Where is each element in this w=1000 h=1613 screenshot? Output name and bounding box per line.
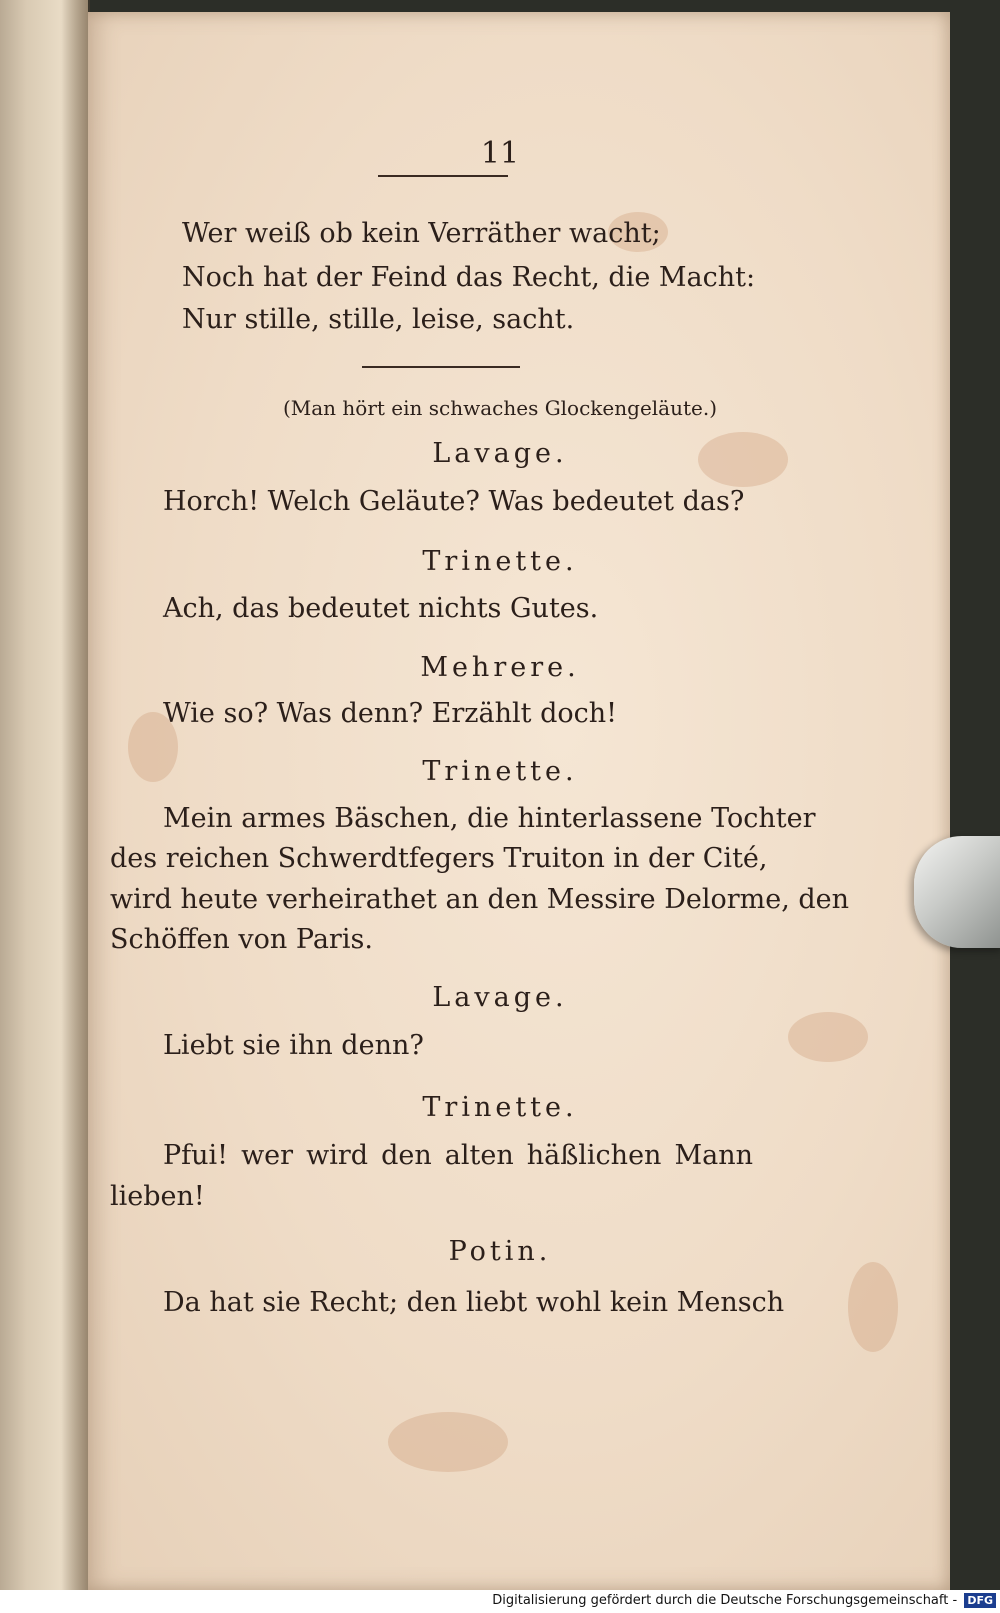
paper-stain [788, 1012, 868, 1062]
dialogue-line: Da hat sie Recht; den liebt wohl kein Mensch [163, 1287, 785, 1318]
verse-line: Noch hat der Feind das Recht, die Macht: [182, 262, 756, 293]
paper-stain [388, 1412, 508, 1472]
page-number: 11 [480, 136, 520, 171]
dialogue-line: Ach, das bedeutet nichts Gutes. [163, 593, 599, 624]
book-gutter [60, 0, 90, 1590]
dialogue-line: Wie so? Was denn? Erzählt doch! [163, 698, 617, 729]
speaker-name: Trinette. [422, 1092, 578, 1123]
dialogue-line: Liebt sie ihn denn? [163, 1030, 424, 1061]
verse-line: Wer weiß ob kein Verräther wacht; [182, 218, 661, 249]
dfg-logo: DFG [964, 1593, 996, 1608]
dialogue-line: wird heute verheirathet an den Messire Delorme, den [110, 884, 850, 915]
dialogue-line: Mein armes Bäschen, die hinterlassene Tochter [163, 803, 816, 834]
speaker-name: Lavage. [432, 438, 568, 469]
paper-stain [848, 1262, 898, 1352]
section-rule [362, 366, 520, 368]
dialogue-line: des reichen Schwerdtfegers Truiton in der Cité, [110, 843, 768, 874]
speaker-name: Trinette. [422, 756, 578, 787]
page-clip [914, 836, 1000, 948]
dialogue-line: Horch! Welch Geläute? Was bedeutet das? [163, 486, 745, 517]
header-rule [378, 175, 508, 177]
speaker-name: Mehrere. [420, 652, 580, 683]
dialogue-line: lieben! [110, 1181, 205, 1212]
verse-line: Nur stille, stille, leise, sacht. [182, 304, 575, 335]
dialogue-line: Pfui! wer wird den alten häßlichen Mann [163, 1140, 753, 1171]
stage-direction: (Man hört ein schwaches Glockengeläute.) [282, 396, 718, 420]
dialogue-line: Schöffen von Paris. [110, 924, 373, 955]
speaker-name: Lavage. [432, 982, 568, 1013]
digitization-credit [492, 1593, 996, 1608]
speaker-name: Trinette. [422, 546, 578, 577]
credit-text: Digitalisierung gefördert durch die Deutsche Forschungsgemeinschaft - [492, 1593, 958, 1608]
speaker-name: Potin. [448, 1236, 552, 1267]
